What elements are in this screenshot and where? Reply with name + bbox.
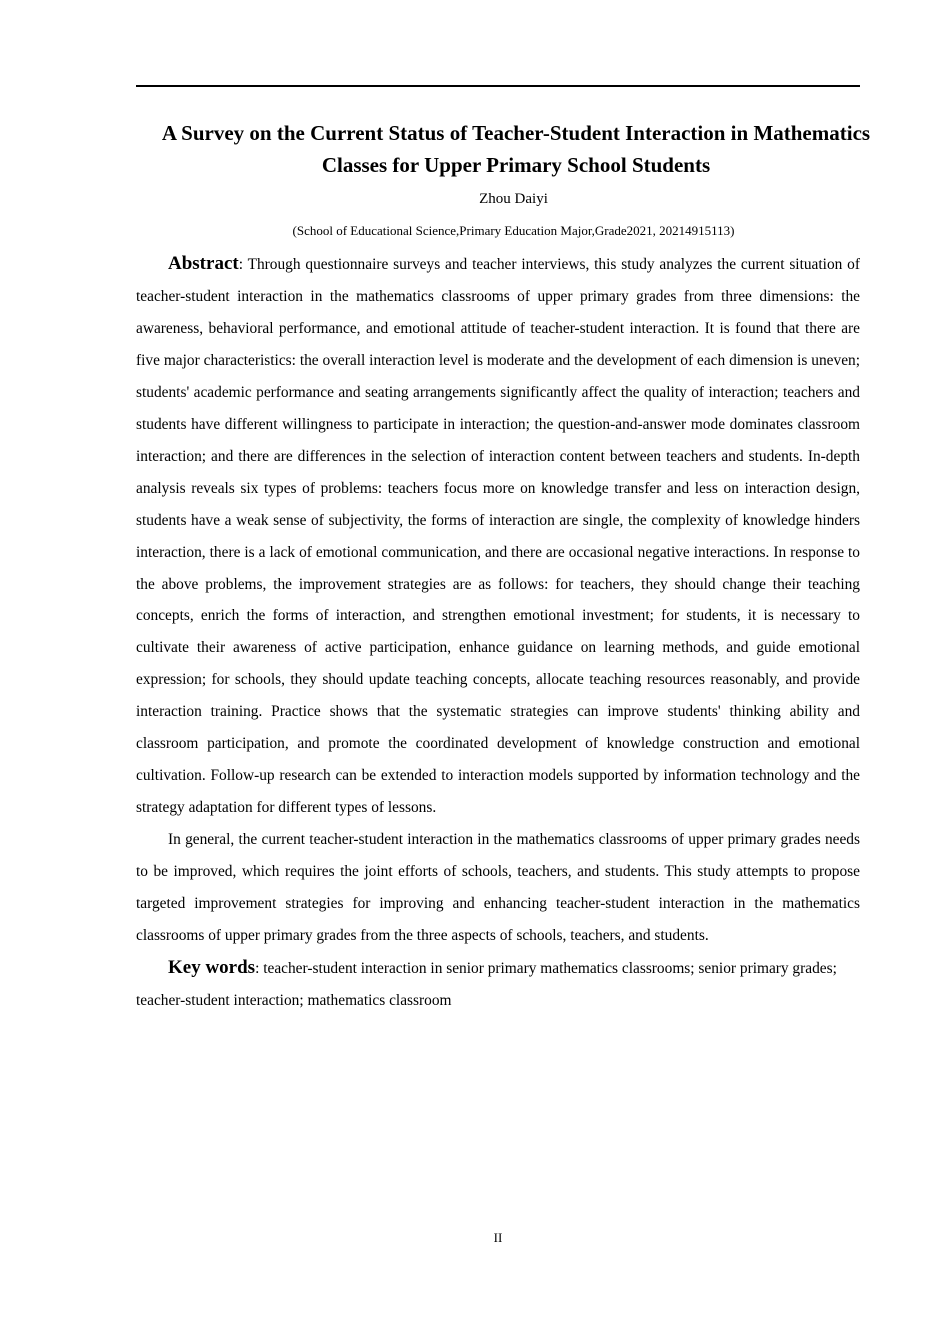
abstract-colon: :	[238, 256, 243, 273]
author-name: Zhou Daiyi	[479, 191, 548, 207]
keywords-label: Key words	[168, 956, 256, 978]
abstract-section	[136, 248, 860, 1017]
abstract-text: Through questionnaire surveys and teacher interviews, this study analyzes the current situation of teacher-student interaction in the mathematics classrooms of upper primary grades from three dimensions: the awareness, behavioral performance, and emotional attitude of teacher-student interaction. It is found that there are five major characteristics: the overall interaction level is moderate and the development of each dimension is uneven; students' academic performance and seating arrangements significantly affect the quality of interaction; teachers and students have different willingness to participate in interaction; the question-and-answer mode dominates classroom interaction; and there are differences in the selection of interaction content between teachers and students. In-depth analysis reveals six types of problems: teachers focus more on knowledge transfer and less on interaction design, students have a weak sense of subjectivity, the forms of interaction are single, the complexity of knowledge hinders interaction, there is a lack of emotional communication, and there are occasional negative interactions. In response to the above problems, the improvement strategies are as follows: for teachers, they should change their teaching concepts, enrich the forms of interaction, and strengthen emotional investment; for students, it is necessary to cultivate their awareness of active participation, enhance guidance on learning methods, and guide emotional expression; for schools, they should update teaching concepts, allocate teaching resources reasonably, and provide interaction training. Practice shows that the systematic strategies can improve students' thinking ability and classroom participation, and promote the coordinated development of knowledge construction and emotional cultivation. Follow-up research can be extended to interaction models supported by information technology and the strategy adaptation for different types of lessons.	[136, 256, 860, 817]
abstract-paragraph-2: In general, the current teacher-student interaction in the mathematics classrooms of upper primary grades needs to be improved, which requires the joint efforts of schools, teachers, and students. This study attempts to propose targeted improvement strategies for improving and enhancing teacher-student interaction in the mathematics classrooms of upper primary grades from the three aspects of schools, teachers, and students.	[136, 831, 860, 945]
paper-title: A Survey on the Current Status of Teacher-Student Interaction in Mathematics Classes for Upper Primary School Students	[161, 121, 871, 177]
abstract-label: Abstract	[168, 253, 239, 274]
page-number: II	[493, 1230, 503, 1245]
keywords-text: teacher-student interaction in senior primary mathematics classrooms; senior primary grades; teacher-student interaction; mathematics classroom	[136, 959, 837, 1009]
keywords-paragraph	[136, 952, 860, 1017]
abstract-paragraph	[136, 248, 860, 824]
header-rule	[136, 85, 860, 87]
keywords-colon: :	[255, 959, 260, 977]
author-affiliation: (School of Educational Science,Primary Education Major,Grade2021, 20214915113)	[292, 223, 735, 238]
